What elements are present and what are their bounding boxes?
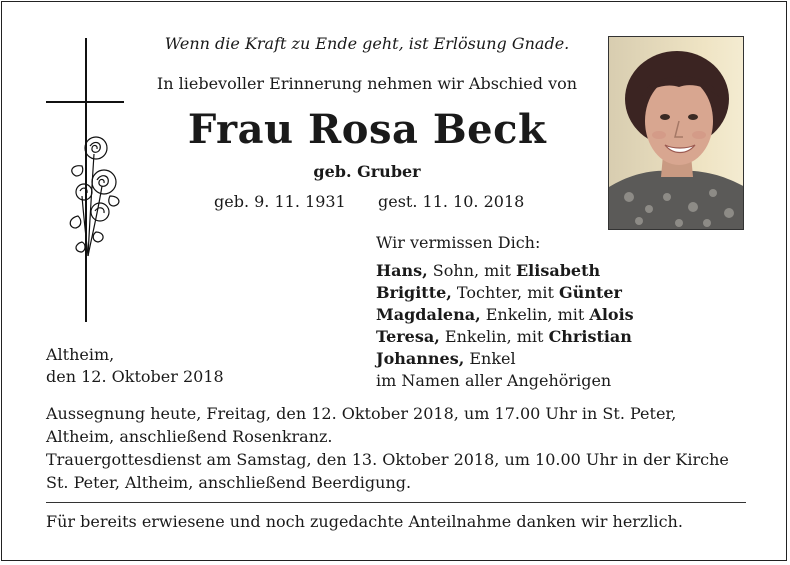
- birth-date: geb. 9. 11. 1931: [214, 192, 346, 211]
- portrait-image: [609, 37, 744, 230]
- mourner-line: [376, 304, 634, 326]
- motto: Wenn die Kraft zu Ende geht, ist Erlösung Gnade.: [164, 34, 570, 53]
- mourner-partner: Elisabeth: [515, 261, 601, 280]
- mourners-heading: Wir vermissen Dich:: [376, 233, 541, 252]
- death-date: gest. 11. 10. 2018: [378, 192, 525, 211]
- mourner-name: Johannes,: [376, 349, 465, 368]
- mourner-name: Teresa,: [376, 327, 440, 346]
- mourner-line: [376, 348, 634, 370]
- mourner-partner: Christian: [548, 327, 632, 346]
- mourner-name: Magdalena,: [376, 305, 481, 324]
- mourner-relation: Enkelin, mit: [439, 327, 549, 346]
- obituary-notice: [1, 1, 787, 561]
- mourner-name: Hans,: [376, 261, 428, 280]
- maiden-name: geb. Gruber: [313, 162, 421, 181]
- divider: [46, 502, 746, 503]
- mourner-relation: Enkel: [464, 349, 516, 368]
- signature-date: den 12. Oktober 2018: [46, 367, 224, 386]
- mourner-line: [376, 326, 634, 348]
- deceased-name: Frau Rosa Beck: [187, 106, 547, 153]
- funeral-service: Trauergottesdienst am Samstag, den 13. Oktober 2018, um 10.00 Uhr in der Kirche St. Peter, Altheim, anschließend Beerdigung.: [46, 450, 729, 492]
- intro-text: In liebevoller Erinnerung nehmen wir Abschied von: [156, 74, 578, 93]
- signature-block: [46, 344, 224, 388]
- mourner-partner: Alois: [589, 305, 634, 324]
- mourners-closing: im Namen aller Angehörigen: [376, 371, 612, 390]
- mourner-line: [376, 282, 634, 304]
- mourner-relation: Enkelin, mit: [480, 305, 590, 324]
- mourners-block: [376, 232, 634, 392]
- portrait-photo: [608, 36, 744, 230]
- signature-place: Altheim,: [46, 345, 115, 364]
- mourner-line: [376, 260, 634, 282]
- mourner-name: Brigitte,: [376, 283, 452, 302]
- mourner-partner: Günter: [559, 283, 622, 302]
- service-details: [46, 402, 746, 494]
- thanks-text: Für bereits erwiesene und noch zugedachte Anteilnahme danken wir herzlich.: [46, 512, 683, 531]
- blessing-service: Aussegnung heute, Freitag, den 12. Oktober 2018, um 17.00 Uhr in St. Peter, Altheim, anschließend Rosenkranz.: [46, 404, 677, 446]
- mourner-relation: Sohn, mit: [427, 261, 516, 280]
- mourner-relation: Tochter, mit: [451, 283, 560, 302]
